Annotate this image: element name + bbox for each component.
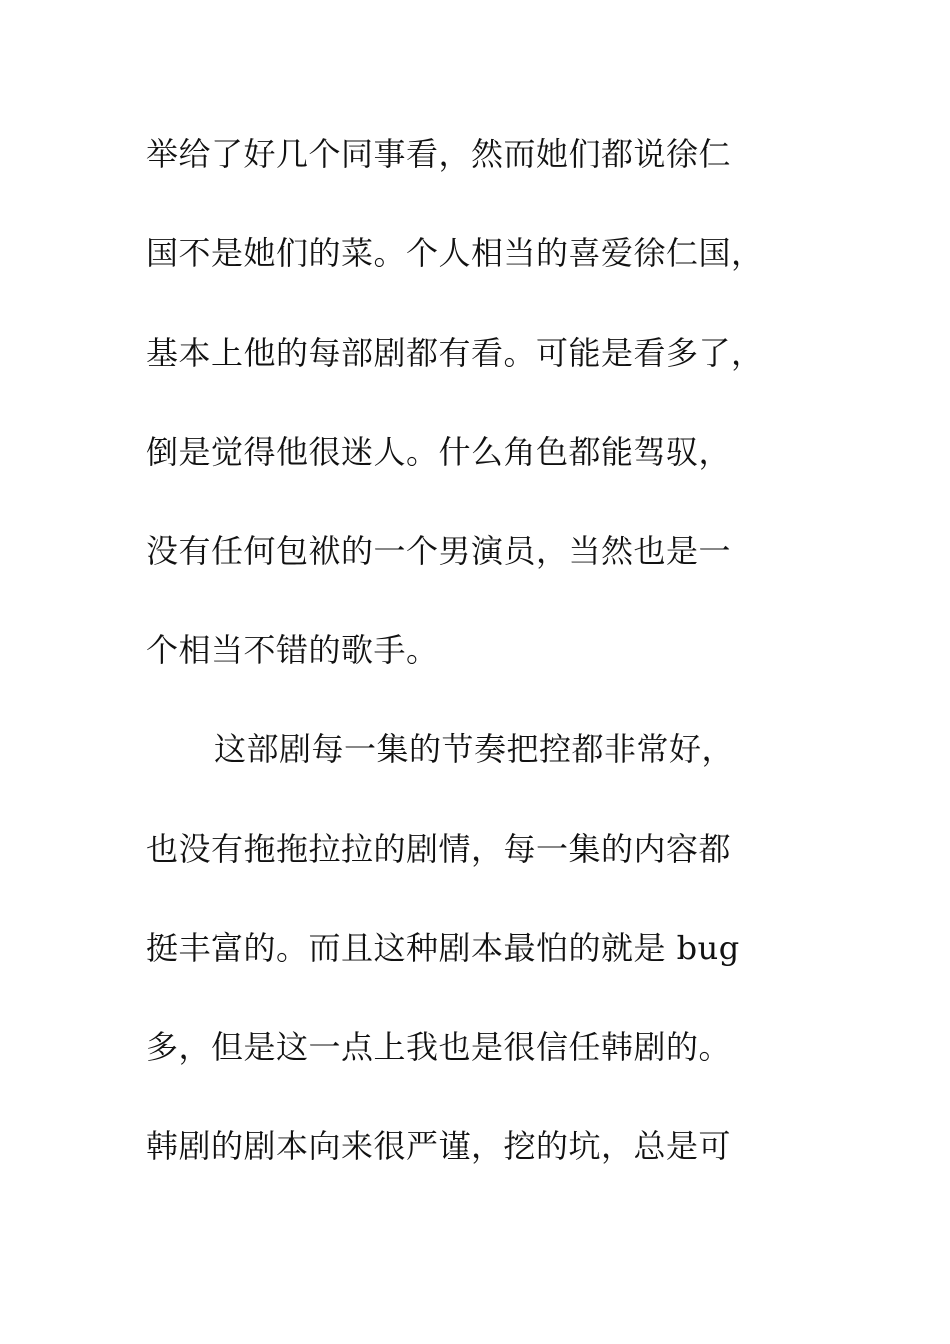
text-line: 国不是她们的菜。个人相当的喜爱徐仁国， — [146, 234, 764, 272]
text-line: 没有任何包袱的一个男演员，当然也是一 — [146, 532, 732, 570]
paragraph-first-line: 这部剧每一集的节奏把控都非常好， — [214, 730, 735, 768]
text-line: 基本上他的每部剧都有看。可能是看多了， — [146, 334, 764, 372]
text-line: 多，但是这一点上我也是很信任韩剧的。 — [146, 1028, 732, 1066]
text-line: 韩剧的剧本向来很严谨，挖的坑，总是可 — [146, 1127, 732, 1165]
text-line: 举给了好几个同事看，然而她们都说徐仁 — [146, 135, 732, 173]
text-line: 也没有拖拖拉拉的剧情，每一集的内容都 — [146, 830, 732, 868]
text-line: 倒是觉得他很迷人。什么角色都能驾驭， — [146, 433, 732, 471]
text-line: 挺丰富的。而且这种剧本最怕的就是 bug — [146, 929, 740, 967]
text-line: 个相当不错的歌手。 — [146, 631, 439, 669]
